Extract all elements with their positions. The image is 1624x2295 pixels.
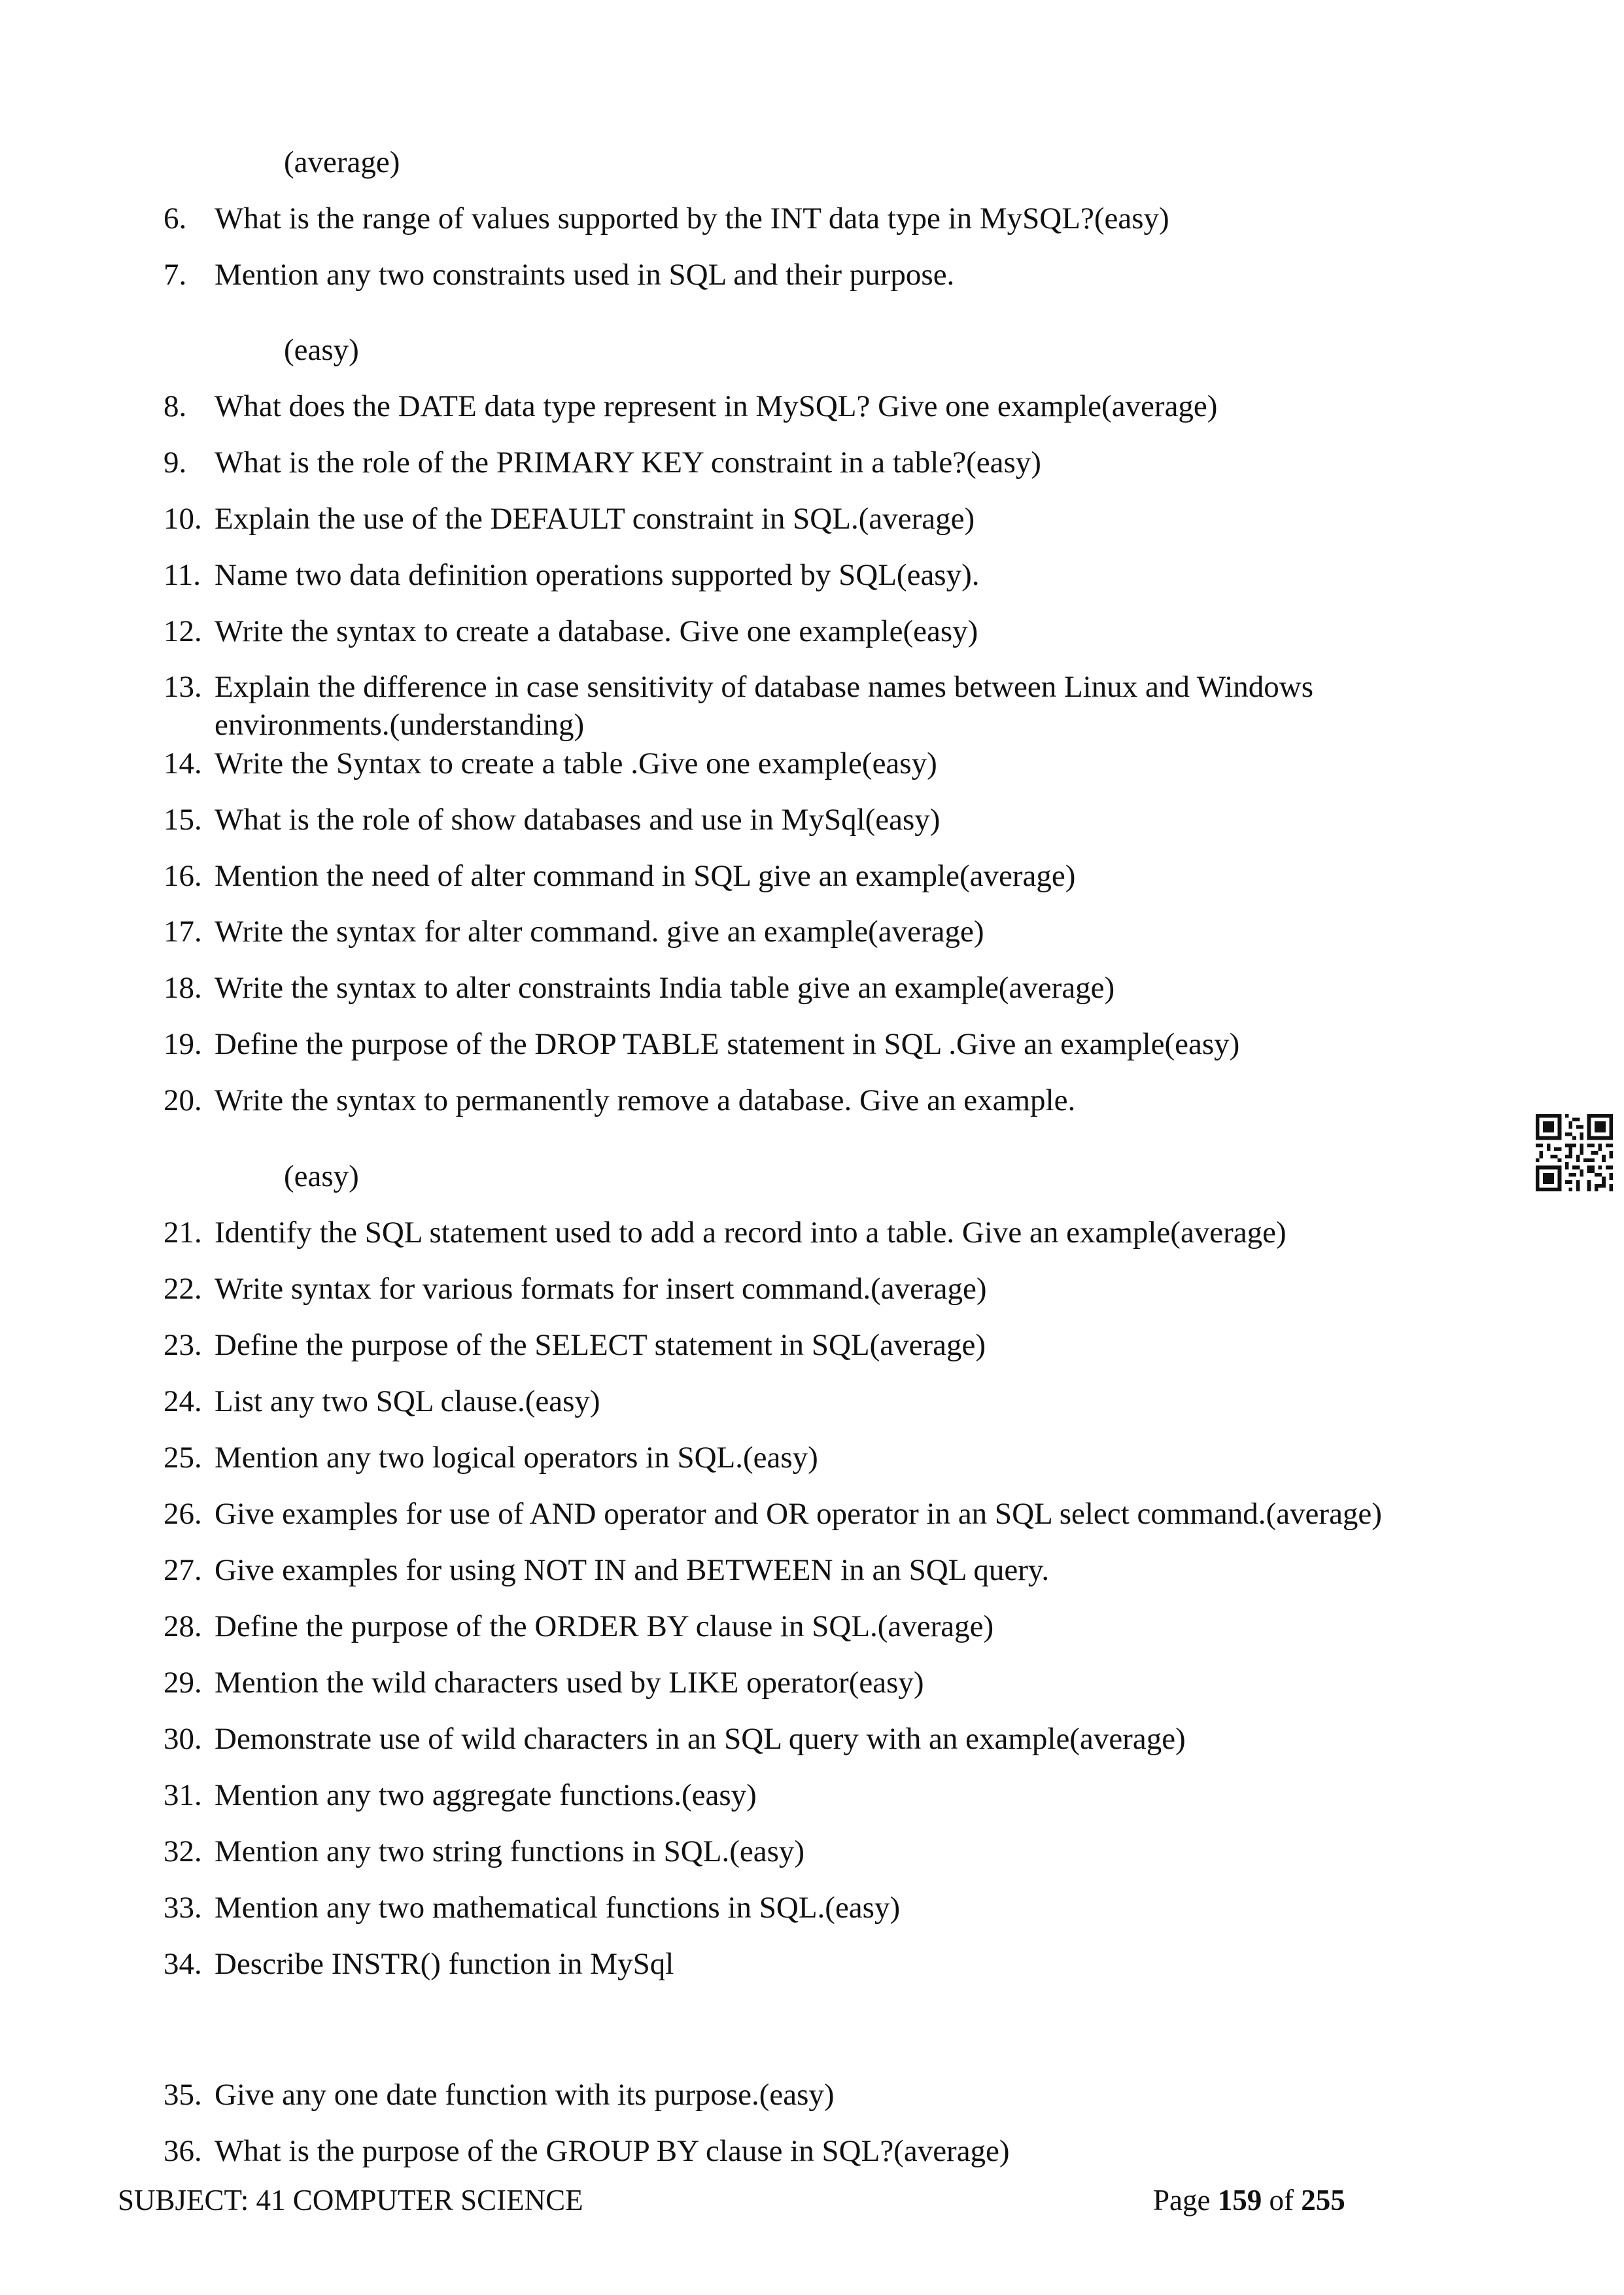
difficulty-line: (average) xyxy=(284,145,400,179)
question-number: 23. xyxy=(164,1328,202,1362)
question-number: 34. xyxy=(164,1947,202,1981)
question-text: Write the syntax for alter command. give an example(average) xyxy=(215,915,984,949)
question-text: Explain the difference in case sensitivity of database names between Linux and Windows xyxy=(215,670,1314,704)
question-text: Give examples for use of AND operator and OR operator in an SQL select command.(average) xyxy=(215,1497,1382,1531)
question-number: 31. xyxy=(164,1778,202,1812)
question-text: Give any one date function with its purpose.(easy) xyxy=(215,2078,835,2112)
question-number: 32. xyxy=(164,1834,202,1868)
question-number: 11. xyxy=(164,558,201,592)
question-number: 17. xyxy=(164,915,202,949)
question-text-continued: environments.(understanding) xyxy=(215,708,585,742)
question-number: 12. xyxy=(164,614,202,648)
question-text: Mention any two aggregate functions.(easy) xyxy=(215,1778,757,1812)
question-number: 13. xyxy=(164,670,202,704)
question-number: 22. xyxy=(164,1272,202,1306)
question-text: Write the syntax to permanently remove a database. Give an example. xyxy=(215,1083,1076,1117)
question-text: What does the DATE data type represent in MySQL? Give one example(average) xyxy=(215,389,1218,423)
qr-code-icon xyxy=(1536,1114,1613,1191)
question-number: 36. xyxy=(164,2134,202,2168)
question-text: Explain the use of the DEFAULT constraint in SQL.(average) xyxy=(215,502,975,536)
question-text: Mention any two constraints used in SQL and their purpose. xyxy=(215,258,955,292)
question-number: 35. xyxy=(164,2078,202,2112)
question-number: 28. xyxy=(164,1609,202,1643)
question-number: 27. xyxy=(164,1553,202,1587)
question-text: Describe INSTR() function in MySql xyxy=(215,1947,674,1981)
question-text: Define the purpose of the ORDER BY clause in SQL.(average) xyxy=(215,1609,994,1643)
question-text: Write the syntax to alter constraints India table give an example(average) xyxy=(215,971,1115,1005)
question-text: Name two data definition operations supported by SQL(easy). xyxy=(215,558,980,592)
question-number: 15. xyxy=(164,803,202,837)
question-text: List any two SQL clause.(easy) xyxy=(215,1384,600,1418)
question-number: 30. xyxy=(164,1722,202,1756)
question-text: What is the role of show databases and use in MySql(easy) xyxy=(215,803,941,837)
question-number: 25. xyxy=(164,1441,202,1475)
question-text: Identify the SQL statement used to add a record into a table. Give an example(average) xyxy=(215,1216,1287,1250)
question-text: Write syntax for various formats for insert command.(average) xyxy=(215,1272,987,1306)
question-text: What is the range of values supported by the INT data type in MySQL?(easy) xyxy=(215,201,1169,236)
question-text: Give examples for using NOT IN and BETWEEN in an SQL query. xyxy=(215,1553,1050,1587)
question-number: 9. xyxy=(164,446,187,480)
question-text: Write the syntax to create a database. Give one example(easy) xyxy=(215,614,978,648)
page-prefix: Page xyxy=(1153,2184,1218,2216)
question-number: 26. xyxy=(164,1497,202,1531)
question-text: Demonstrate use of wild characters in an SQL query with an example(average) xyxy=(215,1722,1186,1756)
question-7-difficulty: (easy) xyxy=(284,333,359,367)
question-number: 33. xyxy=(164,1891,202,1925)
page-separator: of xyxy=(1262,2184,1302,2216)
question-number: 29. xyxy=(164,1666,202,1700)
question-number: 6. xyxy=(164,201,187,236)
question-text: Mention any two logical operators in SQL.(easy) xyxy=(215,1441,818,1475)
question-number: 19. xyxy=(164,1027,202,1061)
question-text: Mention any two string functions in SQL.(easy) xyxy=(215,1834,805,1868)
question-text: Mention the wild characters used by LIKE operator(easy) xyxy=(215,1666,924,1700)
question-text: Write the Syntax to create a table .Give one example(easy) xyxy=(215,746,937,780)
question-number: 7. xyxy=(164,258,187,292)
question-number: 21. xyxy=(164,1216,202,1250)
question-number: 24. xyxy=(164,1384,202,1418)
question-text: Define the purpose of the DROP TABLE statement in SQL .Give an example(easy) xyxy=(215,1027,1240,1061)
question-number: 18. xyxy=(164,971,202,1005)
question-text: Define the purpose of the SELECT statement in SQL(average) xyxy=(215,1328,986,1362)
question-text: Mention any two mathematical functions in SQL.(easy) xyxy=(215,1891,901,1925)
footer-subject: SUBJECT: 41 COMPUTER SCIENCE xyxy=(118,2184,583,2216)
question-number: 14. xyxy=(164,746,202,780)
footer-page-number xyxy=(1153,2182,1345,2218)
page-current: 159 xyxy=(1217,2184,1262,2216)
question-number: 16. xyxy=(164,859,202,893)
question-text: What is the role of the PRIMARY KEY constraint in a table?(easy) xyxy=(215,446,1041,480)
question-number: 8. xyxy=(164,389,187,423)
question-text: Mention the need of alter command in SQL give an example(average) xyxy=(215,859,1076,893)
question-number: 20. xyxy=(164,1083,202,1117)
question-20-difficulty: (easy) xyxy=(284,1159,359,1193)
question-text: What is the purpose of the GROUP BY clause in SQL?(average) xyxy=(215,2134,1010,2168)
question-number: 10. xyxy=(164,502,202,536)
page-total: 255 xyxy=(1301,2184,1345,2216)
